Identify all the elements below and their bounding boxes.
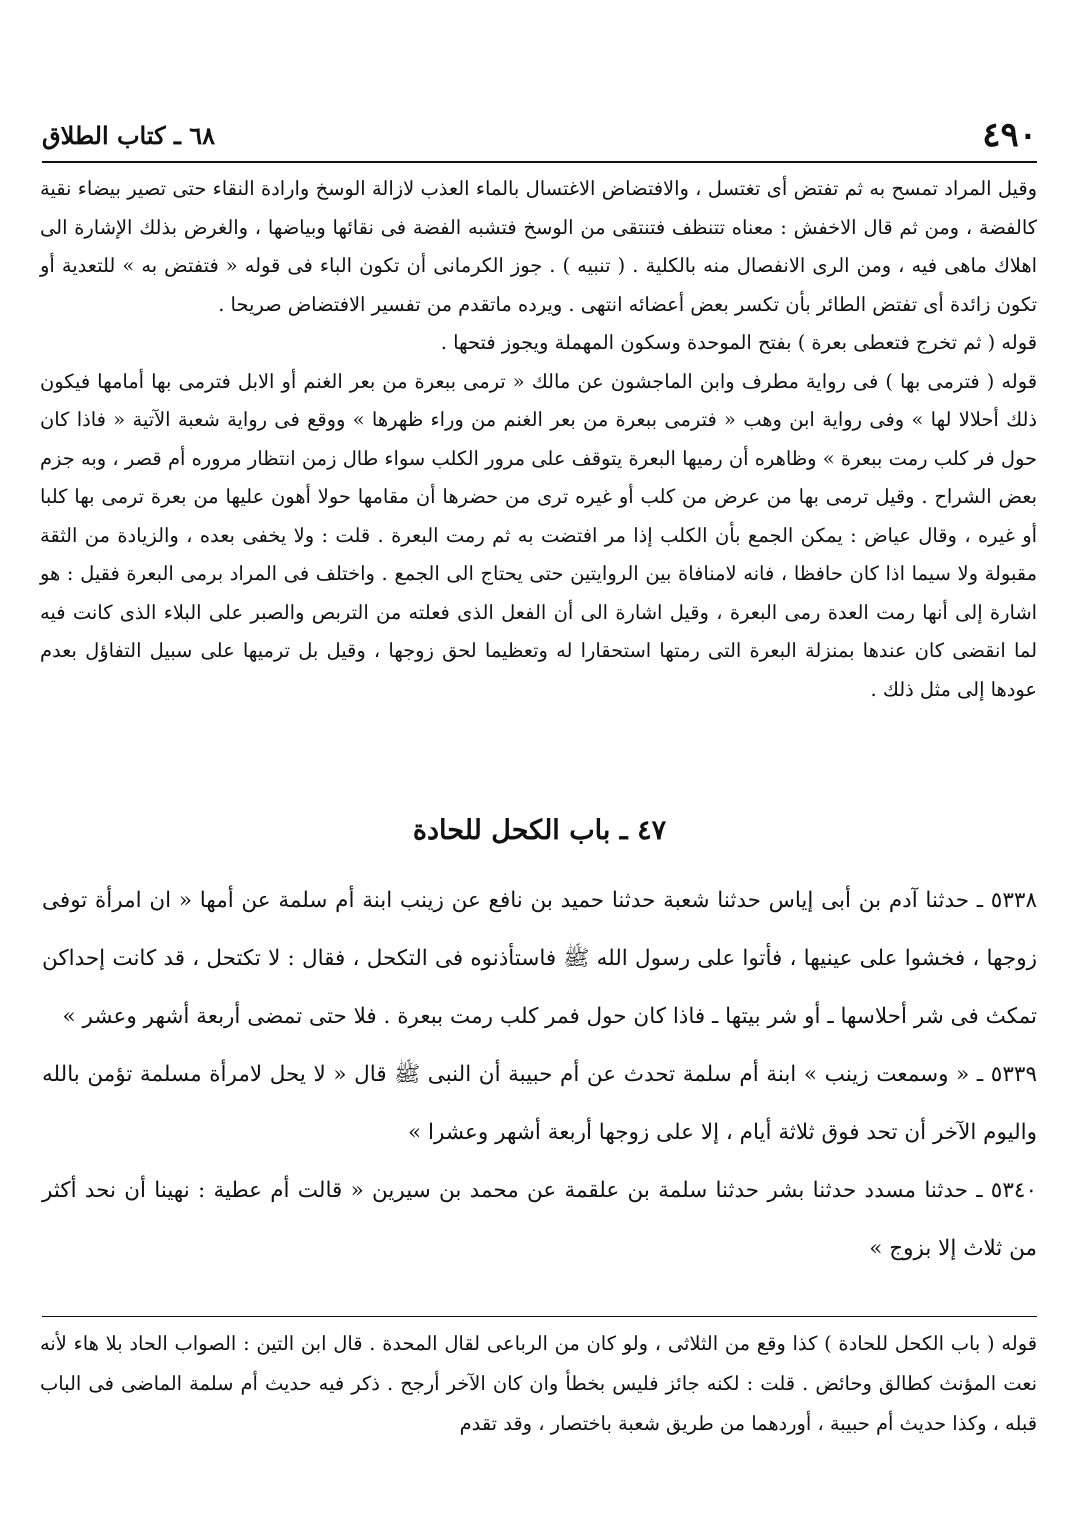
hadith-block xyxy=(42,872,1037,1278)
notes-block xyxy=(40,1324,1037,1444)
hadith-5339: ٥٣٣٩ ـ « وسمعت زينب » ابنة أم سلمة تحدث عن أم حبيبة أن النبى ﷺ قال « لا يحل لامرأة مسلمة تؤمن بالله واليوم الآخر أن تحد فوق ثلاثة أيام ، إلا على زوجها أربعة أشهر وعشرا » xyxy=(42,1062,1037,1145)
page-header xyxy=(42,112,1037,158)
section-rule xyxy=(42,1316,1037,1317)
hadith-5340: ٥٣٤٠ ـ حدثنا مسدد حدثنا بشر حدثنا سلمة بن علقمة عن محمد بن سيرين « قالت أم عطية : نهينا أن نحد أكثر من ثلاث إلا بزوج » xyxy=(42,1178,1037,1261)
header-rule xyxy=(42,161,1037,163)
page-number: ٤٩٠ xyxy=(982,115,1037,155)
hadith-5338: ٥٣٣٨ ـ حدثنا آدم بن أبى إياس حدثنا شعبة حدثنا حميد بن نافع عن زينب ابنة أم سلمة عن أمها « ان امرأة توفى زوجها ، فخشوا على عينيها ، فأتوا على رسول الله ﷺ فاستأذنوه فى التكحل ، فقال : لا تكتحل ، قد كانت إحداكن تمكث فى شر أحلاسها ـ أو شر بيتها ـ فاذا كان حول فمر كلب رمت ببعرة . فلا حتى تمضى أربعة أشهر وعشر » xyxy=(42,888,1037,1029)
commentary-paragraph: قوله ( فترمى بها ) فى رواية مطرف وابن الماجشون عن مالك « ترمى ببعرة من بعر الغنم أو الابل فترمى بها أمامها فيكون ذلك أحلالا لها » وفى رواية ابن وهب « فترمى ببعرة من بعر الغنم من وراء ظهرها » ووقع فى رواية شعبة الآتية « فاذا كان حول فر كلب رمت ببعرة » وظاهره أن رميها البعرة يتوقف على مرور الكلب سواء طال زمن انتظار مروره أم قصر ، وبه جزم بعض الشراح . وقيل ترمى بها من عرض من كلب أو غيره ترى من حضرها أن مقامها حولا أهون عليها من بعرة ترمى بها كلبا أو غيره ، وقال عياض : يمكن الجمع بأن الكلب إذا مر افتضت به ثم رمت البعرة . قلت : ولا يخفى بعده ، والزيادة من الثقة مقبولة ولا سيما اذا كان حافظا ، فانه لامنافاة بين الروايتين حتى يحتاج الى الجمع . واختلف فى المراد برمى البعرة فقيل : هو اشارة إلى أنها رمت العدة رمى البعرة ، وقيل اشارة الى أن الفعل الذى فعلته من التربص والصبر على البلاء الذى كانت فيه لما انقضى كان عندها بمنزلة البعرة التى رمتها استحقارا له وتعظيما لحق زوجها ، وقيل بل ترميها على سبيل التفاؤل بعدم عودها إلى مثل ذلك . xyxy=(40,369,1037,701)
notes-paragraph: قوله ( باب الكحل للحادة ) كذا وقع من الثلاثى ، ولو كان من الرباعى لقال المحدة . قال ابن التين : الصواب الحاد بلا هاء لأنه نعت المؤنث كطالق وحائض . قلت : لكنه جائز فليس بخطأ وان كان الآخر أرجح . ذكر فيه حديث أم سلمة الماضى فى الباب قبله ، وكذا حديث أم حبيبة ، أوردهما من طريق شعبة باختصار ، وقد تقدم xyxy=(40,1332,1037,1435)
chapter-heading: ٤٧ ـ باب الكحل للحادة xyxy=(412,815,667,846)
running-chapter-title: ٦٨ ـ كتاب الطلاق xyxy=(42,120,216,150)
commentary-paragraph: وقيل المراد تمسح به ثم تفتض أى تغتسل ، والافتضاض الاغتسال بالماء العذب لازالة الوسخ وارادة النقاء حتى تصير بيضاء نقية كالفضة ، ومن ثم قال الاخفش : معناه تتنظف فتنتقى من الوسخ فتشبه الفضة فى نقائها وبياضها ، والغرض بذلك الإشارة الى اهلاك ماهى فيه ، ومن الرى الانفصال منه بالكلية . ( تنبيه ) . جوز الكرمانى أن تكون الباء فى قوله « فتفتض به » للتعدية أو تكون زائدة أى تفتض الطائر بأن تكسر بعض أعضائه انتهى . ويرده ماتقدم من تفسير الافتضاض صريحا . xyxy=(40,177,1037,316)
commentary-paragraph: قوله ( ثم تخرج فتعطى بعرة ) بفتح الموحدة وسكون المهملة ويجوز فتحها . xyxy=(440,331,1037,354)
commentary-block xyxy=(40,170,1037,709)
